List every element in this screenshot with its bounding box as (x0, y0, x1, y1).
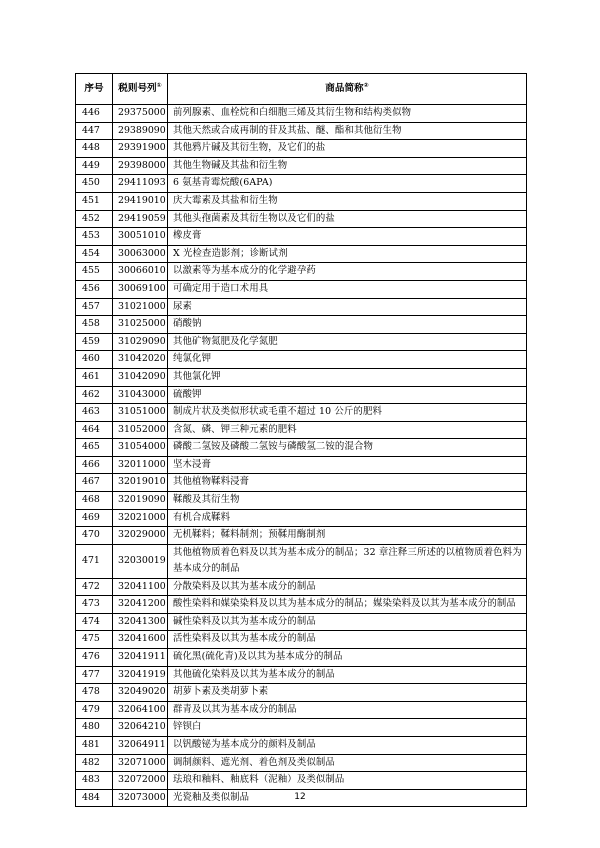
cell-name: 其他矿物氮肥及化学氮肥 (168, 333, 527, 351)
cell-seq: 478 (76, 684, 113, 702)
cell-seq: 474 (76, 613, 113, 631)
cell-code: 32041911 (113, 649, 168, 667)
table-row (76, 333, 527, 351)
cell-code: 32071000 (113, 754, 168, 772)
cell-code: 32011000 (113, 456, 168, 474)
cell-seq: 471 (76, 544, 113, 578)
cell-code: 30069100 (113, 280, 168, 298)
cell-code: 30063000 (113, 245, 168, 263)
table-body (76, 105, 527, 807)
cell-name: 鞣酸及其衍生物 (168, 492, 527, 510)
header-seq: 序号 (76, 74, 113, 105)
table-row (76, 140, 527, 158)
footnote-marker-1: ① (156, 81, 162, 89)
cell-seq: 451 (76, 192, 113, 210)
table-row (76, 684, 527, 702)
cell-seq: 470 (76, 527, 113, 545)
table-row (76, 122, 527, 140)
table-row (76, 666, 527, 684)
cell-code: 32041300 (113, 613, 168, 631)
table-row (76, 754, 527, 772)
table-row (76, 596, 527, 614)
tariff-table (75, 73, 527, 807)
cell-code: 31054000 (113, 439, 168, 457)
table-row (76, 298, 527, 316)
cell-seq: 460 (76, 351, 113, 369)
cell-seq: 448 (76, 140, 113, 158)
table-row (76, 737, 527, 755)
cell-code: 32041200 (113, 596, 168, 614)
table-header-row (76, 74, 527, 105)
cell-code: 32021000 (113, 509, 168, 527)
cell-name: 其他天然或合成再制的苷及其盐、醚、酯和其他衍生物 (168, 122, 527, 140)
cell-name: 锌钡白 (168, 719, 527, 737)
cell-name: 碱性染料及以其为基本成分的制品 (168, 613, 527, 631)
cell-seq: 484 (76, 789, 113, 807)
cell-code: 29419010 (113, 192, 168, 210)
cell-name: 胡萝卜素及类胡萝卜素 (168, 684, 527, 702)
table-row (76, 210, 527, 228)
cell-seq: 473 (76, 596, 113, 614)
cell-seq: 456 (76, 280, 113, 298)
cell-name: 其他氯化钾 (168, 368, 527, 386)
cell-code: 31025000 (113, 316, 168, 334)
cell-name: 尿素 (168, 298, 527, 316)
cell-code: 32064100 (113, 701, 168, 719)
cell-name: 活性染料及以其为基本成分的制品 (168, 631, 527, 649)
header-name-label: 商品简称 (325, 82, 364, 94)
cell-name: 以钒酸铋为基本成分的颜料及制品 (168, 737, 527, 755)
table-row (76, 192, 527, 210)
cell-name: 其他头孢菌素及其衍生物以及它们的盐 (168, 210, 527, 228)
cell-name: 珐琅和釉料、釉底料（泥釉）及类似制品 (168, 772, 527, 790)
cell-name: 其他植物鞣料浸膏 (168, 474, 527, 492)
cell-seq: 463 (76, 404, 113, 422)
table-row (76, 509, 527, 527)
table-row (76, 544, 527, 578)
footnote-marker-2: ② (363, 81, 369, 89)
cell-code: 29375000 (113, 105, 168, 123)
cell-code: 31021000 (113, 298, 168, 316)
cell-name: 硫酸钾 (168, 386, 527, 404)
table-row (76, 492, 527, 510)
cell-name: 橡皮膏 (168, 228, 527, 246)
table-row (76, 421, 527, 439)
cell-seq: 450 (76, 175, 113, 193)
cell-name: 群青及以其为基本成分的制品 (168, 701, 527, 719)
cell-seq: 458 (76, 316, 113, 334)
cell-code: 32064210 (113, 719, 168, 737)
cell-seq: 455 (76, 263, 113, 281)
cell-name: 6 氨基青霉烷酸(6APA) (168, 175, 527, 193)
cell-code: 31029090 (113, 333, 168, 351)
cell-seq: 472 (76, 578, 113, 596)
cell-seq: 481 (76, 737, 113, 755)
cell-code: 31042090 (113, 368, 168, 386)
cell-name: X 光检查造影剂；诊断试剂 (168, 245, 527, 263)
cell-seq: 464 (76, 421, 113, 439)
cell-name: 酸性染料和媒染染料及以其为基本成分的制品；媒染染料及以其为基本成分的制品 (168, 596, 527, 614)
cell-code: 32029000 (113, 527, 168, 545)
cell-name: 含氮、磷、钾三种元素的肥料 (168, 421, 527, 439)
cell-seq: 462 (76, 386, 113, 404)
table-row (76, 157, 527, 175)
cell-seq: 459 (76, 333, 113, 351)
cell-name: 可确定用于造口术用具 (168, 280, 527, 298)
table-row (76, 439, 527, 457)
cell-name: 无机鞣料；鞣料制剂；预鞣用酶制剂 (168, 527, 527, 545)
cell-code: 29389090 (113, 122, 168, 140)
cell-code: 30051010 (113, 228, 168, 246)
cell-name: 光瓷釉及类似制品 (168, 789, 527, 807)
cell-name: 纯氯化钾 (168, 351, 527, 369)
cell-code: 29391900 (113, 140, 168, 158)
cell-code: 30066010 (113, 263, 168, 281)
cell-code: 32073000 (113, 789, 168, 807)
table-row (76, 613, 527, 631)
cell-code: 32049020 (113, 684, 168, 702)
cell-code: 31051000 (113, 404, 168, 422)
cell-name: 以激素等为基本成分的化学避孕药 (168, 263, 527, 281)
cell-seq: 453 (76, 228, 113, 246)
cell-seq: 483 (76, 772, 113, 790)
table-row (76, 631, 527, 649)
cell-seq: 467 (76, 474, 113, 492)
table-row (76, 772, 527, 790)
cell-seq: 452 (76, 210, 113, 228)
table-row (76, 228, 527, 246)
cell-code: 32019090 (113, 492, 168, 510)
cell-code: 32041919 (113, 666, 168, 684)
cell-name: 制成片状及类似形状或毛重不超过 10 公斤的肥料 (168, 404, 527, 422)
cell-seq: 465 (76, 439, 113, 457)
cell-name: 其他鸦片碱及其衍生物，及它们的盐 (168, 140, 527, 158)
cell-seq: 454 (76, 245, 113, 263)
cell-name: 磷酸二氢铵及磷酸二氢铵与磷酸氢二铵的混合物 (168, 439, 527, 457)
table-row (76, 527, 527, 545)
cell-code: 31042020 (113, 351, 168, 369)
cell-seq: 446 (76, 105, 113, 123)
cell-code: 32064911 (113, 737, 168, 755)
cell-name: 坚木浸膏 (168, 456, 527, 474)
table-row (76, 316, 527, 334)
cell-seq: 477 (76, 666, 113, 684)
cell-name: 调制颜料、遮光剂、着色剂及类似制品 (168, 754, 527, 772)
cell-code: 32019010 (113, 474, 168, 492)
table-row (76, 456, 527, 474)
cell-code: 32041100 (113, 578, 168, 596)
cell-name: 其他生物碱及其盐和衍生物 (168, 157, 527, 175)
cell-seq: 449 (76, 157, 113, 175)
cell-seq: 447 (76, 122, 113, 140)
cell-code: 32072000 (113, 772, 168, 790)
header-code-label: 税则号列 (118, 82, 157, 94)
table-row (76, 368, 527, 386)
cell-code: 29398000 (113, 157, 168, 175)
cell-seq: 479 (76, 701, 113, 719)
page-number: 12 (294, 792, 306, 802)
header-name (168, 74, 527, 105)
cell-seq: 468 (76, 492, 113, 510)
cell-seq: 457 (76, 298, 113, 316)
cell-seq: 469 (76, 509, 113, 527)
table-row (76, 474, 527, 492)
cell-name: 庆大霉素及其盐和衍生物 (168, 192, 527, 210)
table-row (76, 404, 527, 422)
cell-code: 29419059 (113, 210, 168, 228)
cell-name: 其他硫化染料及以其为基本成分的制品 (168, 666, 527, 684)
cell-code: 31043000 (113, 386, 168, 404)
cell-name: 有机合成鞣料 (168, 509, 527, 527)
cell-name: 其他植物质着色料及以其为基本成分的制品；32 章注释三所述的以植物质着色料为基本成分的制品 (168, 544, 527, 578)
cell-name: 分散染料及以其为基本成分的制品 (168, 578, 527, 596)
cell-seq: 476 (76, 649, 113, 667)
table-row (76, 263, 527, 281)
table-row (76, 701, 527, 719)
cell-seq: 482 (76, 754, 113, 772)
table-row (76, 649, 527, 667)
cell-seq: 461 (76, 368, 113, 386)
cell-code: 31052000 (113, 421, 168, 439)
table-row (76, 175, 527, 193)
header-code (113, 74, 168, 105)
cell-seq: 466 (76, 456, 113, 474)
cell-seq: 475 (76, 631, 113, 649)
cell-code: 32041600 (113, 631, 168, 649)
table-row (76, 719, 527, 737)
table-row (76, 351, 527, 369)
table-row (76, 245, 527, 263)
table-row (76, 578, 527, 596)
cell-seq: 480 (76, 719, 113, 737)
cell-code: 29411093 (113, 175, 168, 193)
cell-name: 硫化黑(硫化青)及以其为基本成分的制品 (168, 649, 527, 667)
cell-code: 32030019 (113, 544, 168, 578)
table-row (76, 105, 527, 123)
table-row (76, 386, 527, 404)
cell-name: 前列腺素、血栓烷和白细胞三烯及其衍生物和结构类似物 (168, 105, 527, 123)
cell-name: 硝酸钠 (168, 316, 527, 334)
table-row (76, 280, 527, 298)
